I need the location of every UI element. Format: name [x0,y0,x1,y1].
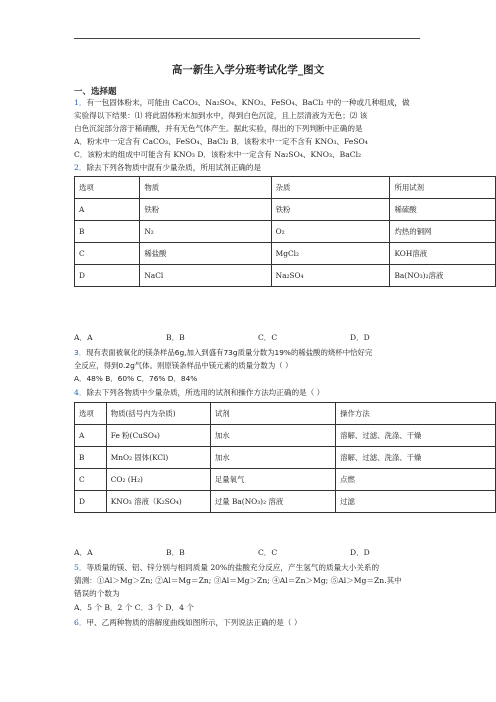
table-header-cell: 操作方法 [336,403,496,425]
option-c: C．C [258,548,278,557]
q2-stem: 2．除去下列各物质中混有少量杂质，所用试剂正确的是 [74,163,262,172]
q1-line-1: 1．有一包固体粉末，可能由 CaCO₃、Na₂SO₄、KNO₃、FeSO₄、BaCl₂ 中的一种或几种组成，做 [74,98,410,107]
table-cell: 过滤 [336,491,496,513]
table-header-cell: 试剂 [210,403,335,425]
table-cell: Na₂SO₄ [271,265,390,287]
option-c: C．C [258,333,278,342]
table-cell: B [75,221,140,243]
table-row [75,469,496,491]
table-cell: A [75,199,140,221]
question-number: 1． [74,98,87,107]
table-row [75,447,496,469]
q6-stem: 6．甲、乙两种物质的溶解度曲线如图所示，下列说法正确的是（ ） [74,618,302,627]
table-cell: 过量 Ba(NO₃)₂ 溶液 [210,491,335,513]
table-cell: 加水 [210,425,335,447]
table-cell: MnO₂ 固体(KCl) [106,447,210,469]
table-header-row [75,177,496,199]
table-cell: 铁粉 [271,199,390,221]
table-impurities-2 [74,402,496,513]
table-row [75,221,496,243]
question-number: 6． [74,618,87,627]
q1-line-2: 实验得以下结果：⑴ 将此固体粉末加到水中，得到白色沉淀，且上层清液为无色；⑵ 该 [74,111,368,120]
table-row [75,199,496,221]
table-cell: KOH溶液 [390,243,496,265]
table-header-cell: 选项 [75,403,107,425]
q5-line-2: 猜测：①Al＞Mg＞Zn; ②Al＝Mg＝Zn; ③Al＝Mg＞Zn; ④Al＝Zn＞Mg; ⑤Al＞Mg＝Zn.其中 [74,576,402,585]
q1-option-ab: A．粉末中一定含有 CaCO₃、FeSO₄、BaCl₂ B．该粉末中一定不含有 KNO₃、FeSO₄ [74,137,368,146]
option-d: D．D [350,333,370,342]
table-impurities-1 [74,176,496,287]
table-cell: Fe 粉(CuSO₄) [106,425,210,447]
table-cell: 足量氧气 [210,469,335,491]
q5-line-1: 5．等质量的镁、铝、锌分别与相同质量 20%的盐酸充分反应，产生氢气的质量大小关系的 [74,563,380,572]
option-a: A．A [74,548,93,557]
table-cell: 灼热的铜网 [390,221,496,243]
table-cell: C [75,243,140,265]
q1-option-cd: C．该粉末的组成中可能含有 KNO₃ D．该粉末中一定含有 Na₂SO₄、KNO₃、BaCl₂ [74,150,362,159]
q1-line-3: 白色沉淀部分溶于稀硝酸，并有无色气体产生。据此实验，得出的下列判断中正确的是 [74,124,363,133]
q2-options [74,332,370,343]
table-cell: 点燃 [336,469,496,491]
table-header-cell: 物质(括号内为杂质) [106,403,210,425]
question-number: 3． [74,348,87,357]
table-cell: NaCl [140,265,271,287]
question-number: 4． [74,388,87,397]
q5-options: A．5 个 B．2 个 C．3 个 D．4 个 [74,603,194,612]
section-heading: 一、选择题 [74,87,117,97]
table-header-cell: 所用试剂 [390,177,496,199]
table-cell: A [75,425,107,447]
table-row [75,425,496,447]
q3-line-1: 3．现有表面被氧化的镁条样品6g,加入到盛有73g质量分数为19%的稀盐酸的烧杯中恰好完 [74,348,373,357]
table-row [75,491,496,513]
table-cell: Ba(NO₃)₂溶液 [390,265,496,287]
table-row [75,265,496,287]
table-header-cell: 杂质 [271,177,390,199]
table-cell: 溶解、过滤、洗涤、干燥 [336,425,496,447]
question-number: 2． [74,163,87,172]
table-cell: 稀盐酸 [140,243,271,265]
page-title: 高一新生入学分班考试化学_图文 [171,64,325,76]
q5-line-3: 错误的个数为 [74,589,120,598]
table-cell: 溶解、过滤、洗涤、干燥 [336,447,496,469]
table-cell: 铁粉 [140,199,271,221]
table-header-cell: 选项 [75,177,140,199]
table-cell: CO₂ (H₂) [106,469,210,491]
table-cell: 稀硫酸 [390,199,496,221]
table-cell: N₂ [140,221,271,243]
table-cell: KNO₃ 溶液（K₂SO₄) [106,491,210,513]
option-a: A．A [74,333,93,342]
question-number: 5． [74,563,87,572]
q4-stem: 4．除去下列各物质中少量杂质，所选用的试剂和操作方法均正确的是（ ） [74,388,325,397]
q4-options [74,547,370,558]
option-b: B．B [166,548,185,557]
option-d: D．D [350,548,370,557]
q3-line-2: 全反应，得到0.2g气体。则原镁条样品中镁元素的质量分数为（ ） [74,361,293,370]
table-cell: D [75,265,140,287]
header-rule [74,38,420,39]
table-cell: 加水 [210,447,335,469]
table-cell: B [75,447,107,469]
table-cell: MgCl₂ [271,243,390,265]
table-cell: O₂ [271,221,390,243]
q3-options: A．48% B．60% C．76% D．84% [74,374,198,383]
table-row [75,243,496,265]
table-header-cell: 物质 [140,177,271,199]
table-header-row [75,403,496,425]
table-cell: C [75,469,107,491]
table-cell: D [75,491,107,513]
option-b: B．B [166,333,185,342]
